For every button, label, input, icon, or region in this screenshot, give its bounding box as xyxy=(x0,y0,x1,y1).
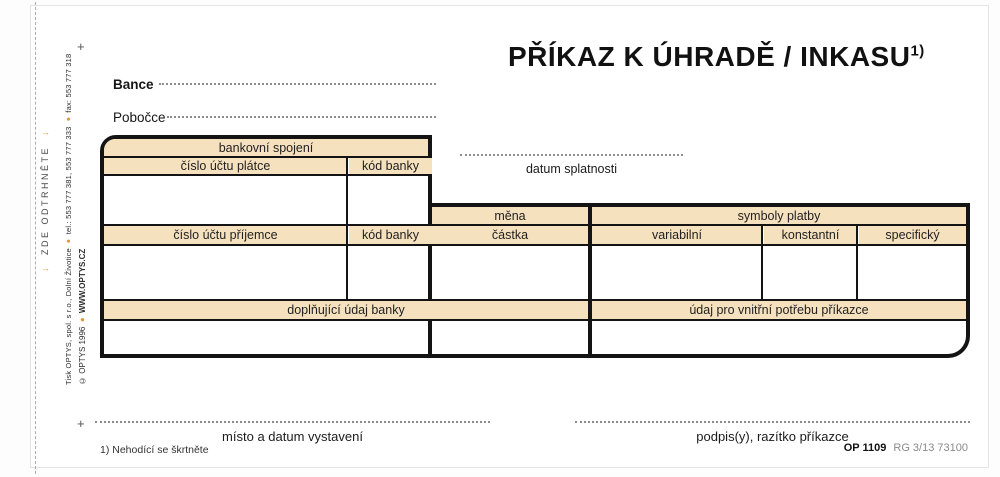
header-bank-code-payer: kód banky xyxy=(349,158,432,174)
signature-label: podpis(y), razítko příkazce xyxy=(696,429,849,444)
grid-line xyxy=(346,158,348,300)
payee-bank-code-field[interactable] xyxy=(349,246,432,299)
print-code: RG 3/13 73100 xyxy=(893,442,968,454)
printer-imprint xyxy=(64,53,73,385)
header-payment-symbols: symboly platby xyxy=(592,207,966,224)
constant-symbol-field[interactable] xyxy=(764,246,856,299)
header-specific-symbol: specifický xyxy=(859,226,966,244)
title-footnote-ref: 1) xyxy=(910,42,925,60)
copyright-text: © OPTYS 1996 xyxy=(78,326,87,385)
grid-line xyxy=(104,224,966,226)
tear-off-dashed-line xyxy=(35,2,36,474)
printer-fax: fax: 553 777 318 xyxy=(64,53,73,113)
printer-name: Tisk OPTYS, spol. s r.o., Dolní Životice xyxy=(64,248,73,385)
bank-additional-info-field[interactable] xyxy=(104,321,588,354)
amount-field[interactable] xyxy=(432,246,588,299)
internal-use-field[interactable] xyxy=(592,321,966,354)
header-currency: měna xyxy=(432,207,588,224)
page-title xyxy=(508,41,928,73)
bank-write-line[interactable] xyxy=(159,71,436,85)
down-arrow-icon: ↓ xyxy=(40,128,50,136)
grid-line xyxy=(104,156,428,158)
registration-mark: + xyxy=(77,416,85,431)
printer-phone: tel.: 553 777 381, 553 777 333 xyxy=(64,126,73,235)
header-amount: částka xyxy=(432,226,588,244)
payer-bank-code-field[interactable] xyxy=(349,176,432,224)
payment-order-table xyxy=(100,135,970,358)
place-date-label: místo a datum vystavení xyxy=(222,429,363,444)
payer-account-field[interactable] xyxy=(104,176,346,224)
variable-symbol-field[interactable] xyxy=(592,246,761,299)
header-internal-use: údaj pro vnitřní potřebu příkazce xyxy=(592,301,966,319)
header-bank-code-payee: kód banky xyxy=(349,226,432,244)
payee-account-field[interactable] xyxy=(104,246,346,299)
bullet-icon: ● xyxy=(64,115,73,125)
signature-write-line[interactable] xyxy=(575,413,970,423)
header-payer-account: číslo účtu plátce xyxy=(104,158,347,174)
place-date-write-line[interactable] xyxy=(95,413,490,423)
registration-mark: + xyxy=(77,39,85,54)
bank-label: Bance xyxy=(113,77,154,92)
header-constant-symbol: konstantní xyxy=(764,226,857,244)
grid-line xyxy=(104,299,966,301)
tear-off-text: ZDE ODTRHNĚTE xyxy=(40,145,50,255)
header-variable-symbol: variabilní xyxy=(592,226,762,244)
down-arrow-icon: ↓ xyxy=(40,265,50,272)
header-bank-additional-info: doplňující údaj banky xyxy=(104,301,588,319)
bullet-icon: ● xyxy=(64,236,73,246)
footnote: 1) Nehodící se škrtněte xyxy=(100,444,209,456)
bullet-icon: ● xyxy=(78,315,87,325)
grid-line xyxy=(856,226,858,300)
header-payee-account: číslo účtu příjemce xyxy=(104,226,347,244)
copyright-imprint xyxy=(78,228,87,385)
header-bank-connection: bankovní spojení xyxy=(104,139,428,156)
title-text: PŘÍKAZ K ÚHRADĚ / INKASU xyxy=(508,41,911,72)
tear-off-label xyxy=(40,128,50,272)
due-date-label: datum splatnosti xyxy=(525,162,618,176)
website-text: WWW.OPTYS.CZ xyxy=(78,248,87,314)
specific-symbol-field[interactable] xyxy=(859,246,966,299)
grid-line xyxy=(761,226,763,300)
branch-label: Pobočce xyxy=(113,110,166,125)
form-codes xyxy=(800,442,968,454)
form-code: OP 1109 xyxy=(843,442,887,454)
branch-write-line[interactable] xyxy=(167,104,436,118)
